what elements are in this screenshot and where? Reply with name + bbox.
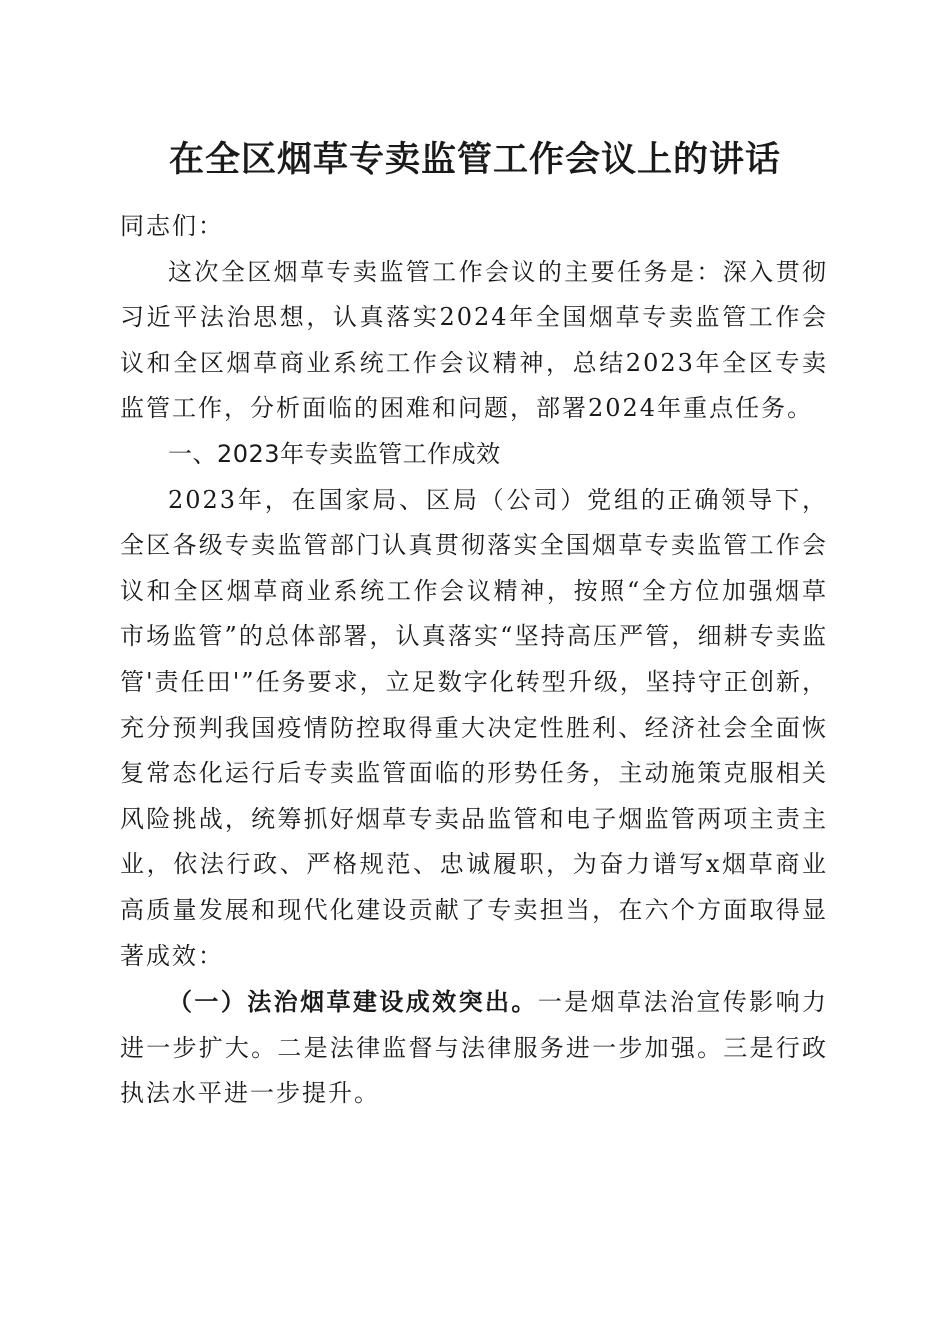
section-heading: 一、2023年专卖监管工作成效 [168,439,501,468]
salutation: 同志们： [120,212,224,240]
subsection-text: 一是烟草法治宣传影响力进一步扩大。二是法律监督与法律服务进一步加强。三是行政执法水平进一步提升。 [120,988,829,1108]
subsection-paragraph [120,979,828,1117]
subsection-heading: （一）法治烟草建设成效突出。 [168,987,538,1017]
document-title: 在全区烟草专卖监管工作会议上的讲话 [168,139,781,180]
intro-paragraph: 这次全区烟草专卖监管工作会议的主要任务是：深入贯彻习近平法治思想，认真落实2024年全国烟草专卖监管工作会议和全区烟草商业系统工作会议精神，总结2023年全区专卖监管工作，分析面临的困难和问题，部署2024年重点任务。 [120,257,828,423]
document-body [120,204,828,1117]
section-paragraph: 2023年，在国家局、区局（公司）党组的正确领导下，全区各级专卖监管部门认真贯彻落实全国烟草专卖监管工作会议和全区烟草商业系统工作会议精神，按照“全方位加强烟草市场监管”的总体部署，认真落实“坚持高压严管，细耕专卖监管'责任田'”任务要求，立足数字化转型升级，坚持守正创新，充分预判我国疫情防控取得重大决定性胜利、经济社会全面恢复常态化运行后专卖监管面临的形势任务，主动施策克服相关风险挑战，统筹抓好烟草专卖品监管和电子烟监管两项主责主业，依法行政、严格规范、忠诚履职，为奋力谱写x烟草商业高质量发展和现代化建设贡献了专卖担当，在六个方面取得显著成效： [120,485,828,970]
